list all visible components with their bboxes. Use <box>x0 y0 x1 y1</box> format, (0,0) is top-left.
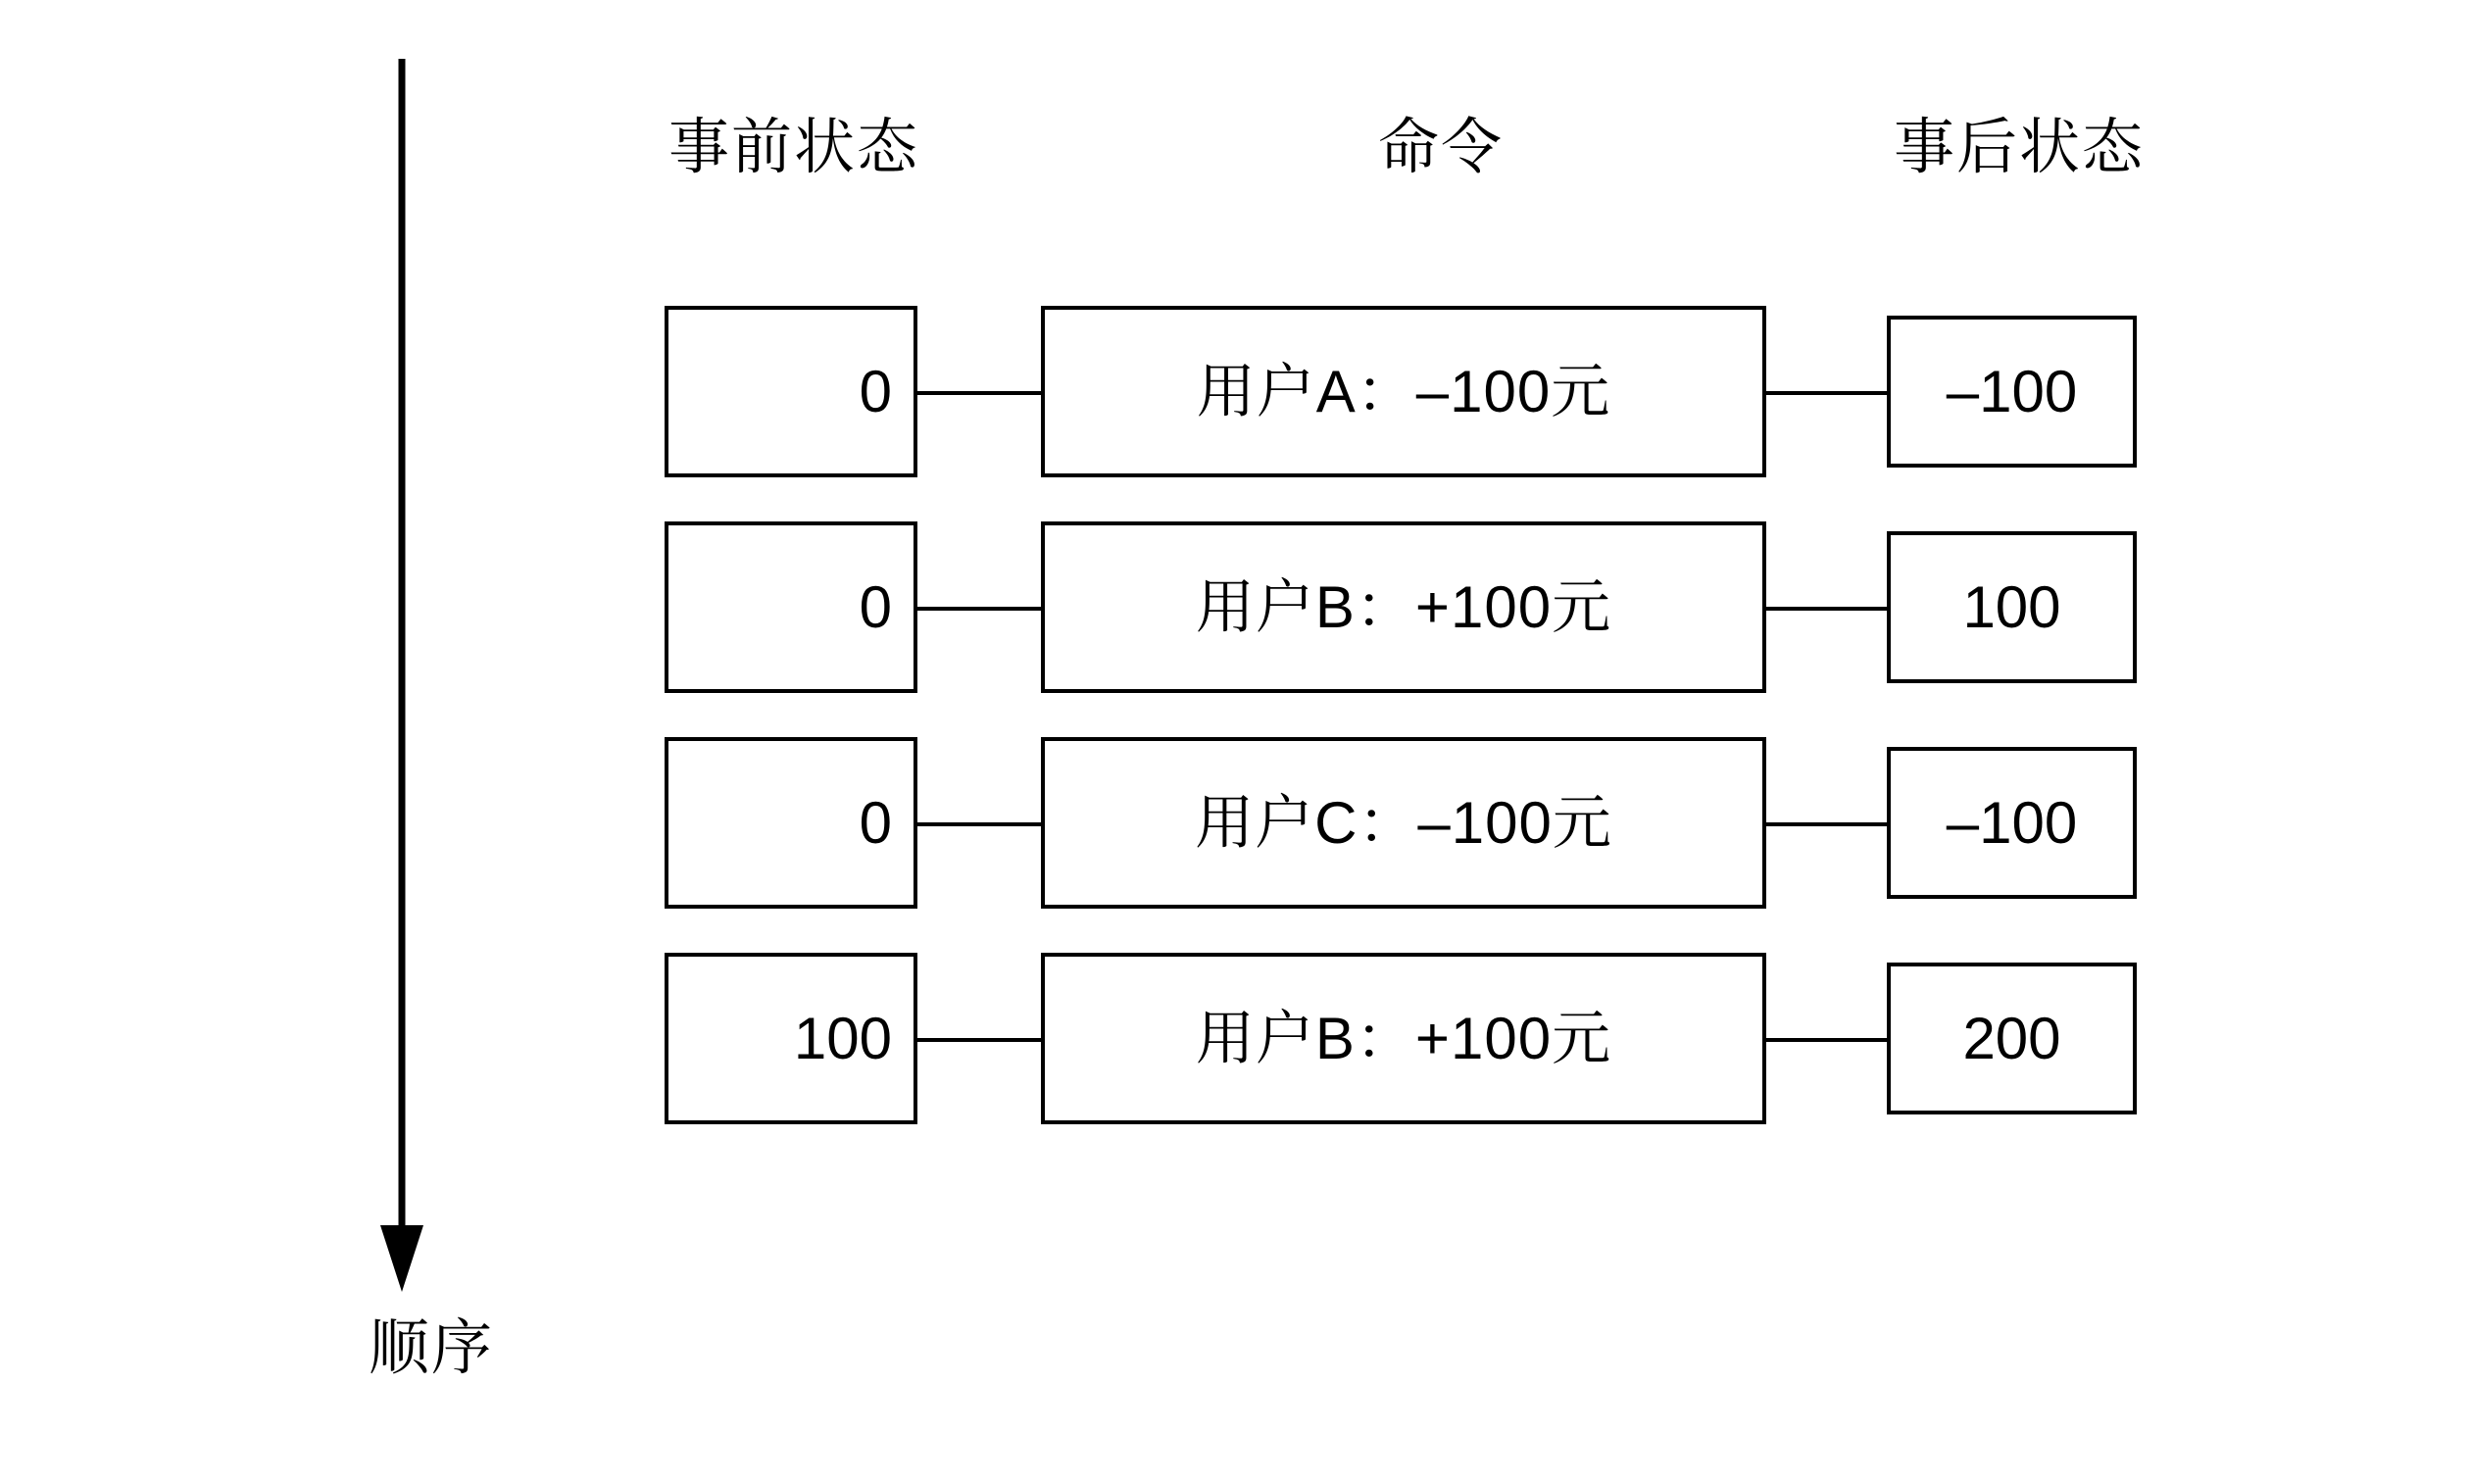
column-header-before-state: 事前状态 <box>667 114 919 181</box>
table-row <box>0 725 2470 941</box>
after-state-box: 100 <box>1887 531 2137 683</box>
connector-line-right <box>1766 607 1887 611</box>
after-state-box: –100 <box>1887 747 2137 899</box>
table-row <box>0 941 2470 1157</box>
before-state-box: 0 <box>665 306 917 477</box>
connector-line-left <box>917 822 1041 826</box>
command-box: 用户A：–100元 <box>1041 306 1766 477</box>
rows-container <box>0 294 2470 1157</box>
before-state-box: 100 <box>665 953 917 1124</box>
command-box: 用户B：+100元 <box>1041 521 1766 693</box>
command-box: 用户B：+100元 <box>1041 953 1766 1124</box>
before-state-box: 0 <box>665 521 917 693</box>
table-row <box>0 510 2470 725</box>
connector-line-left <box>917 607 1041 611</box>
after-state-box: 200 <box>1887 963 2137 1114</box>
connector-line-left <box>917 391 1041 395</box>
after-state-box: –100 <box>1887 316 2137 468</box>
table-row <box>0 294 2470 510</box>
connector-line-right <box>1766 1038 1887 1042</box>
column-header-command: 命令 <box>1377 114 1504 181</box>
before-state-box: 0 <box>665 737 917 909</box>
command-box: 用户C：–100元 <box>1041 737 1766 909</box>
column-header-after-state: 事后状态 <box>1893 114 2145 181</box>
connector-line-left <box>917 1038 1041 1042</box>
timeline-label: 顺序 <box>368 1314 494 1382</box>
connector-line-right <box>1766 391 1887 395</box>
connector-line-right <box>1766 822 1887 826</box>
